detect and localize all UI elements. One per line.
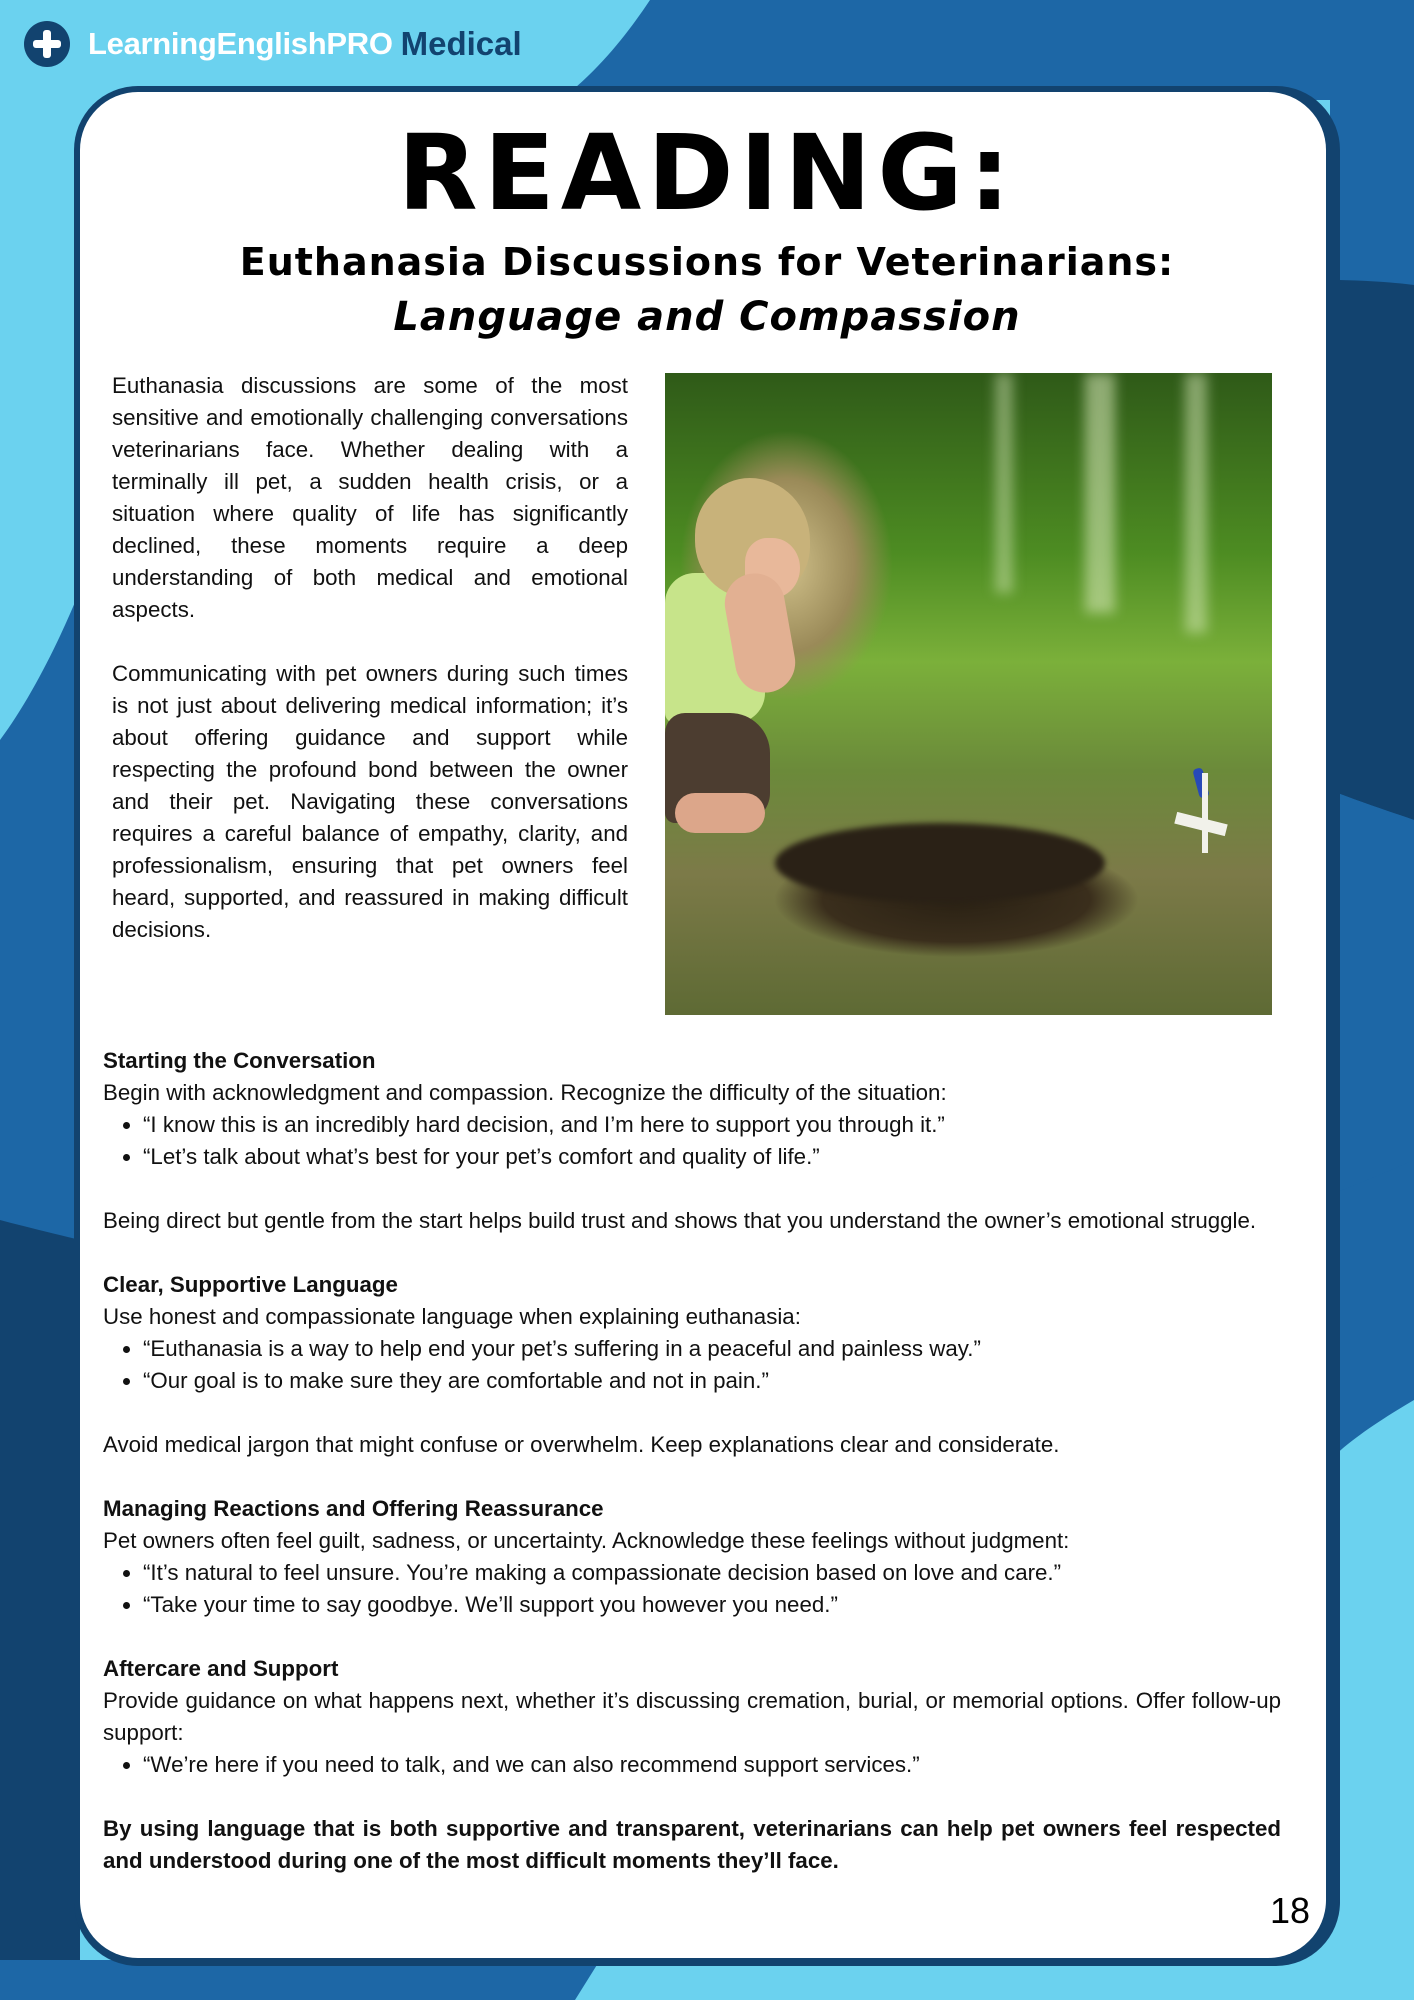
list-item: • “We’re here if you need to talk, and we can also recommend support services.” <box>143 1749 1281 1781</box>
section-lead: Begin with acknowledgment and compassion. Recognize the difficulty of the situation: <box>103 1080 947 1105</box>
section-clear-language <box>103 1269 1281 1461</box>
section-heading: Managing Reactions and Offering Reassurance <box>103 1496 604 1521</box>
section-starting-conversation <box>103 1045 1281 1237</box>
bullet-list <box>103 1749 1281 1781</box>
section-heading: Clear, Supportive Language <box>103 1272 398 1297</box>
intro-text <box>112 370 628 978</box>
list-item: • “Take your time to say goodbye. We’ll support you however you need.” <box>143 1589 1281 1621</box>
article-photo <box>665 373 1272 1015</box>
list-item: • “Euthanasia is a way to help end your pet’s suffering in a peaceful and painless way.” <box>143 1333 1281 1365</box>
section-lead: Provide guidance on what happens next, whether it’s discussing cremation, burial, or memorial options. Offer follow-up support: <box>103 1688 1281 1745</box>
section-lead: Use honest and compassionate language when explaining euthanasia: <box>103 1304 801 1329</box>
section-aftercare <box>103 1653 1281 1781</box>
list-item: • “It’s natural to feel unsure. You’re making a compassionate decision based on love and care.” <box>143 1557 1281 1589</box>
section-heading: Aftercare and Support <box>103 1656 339 1681</box>
section-note: Avoid medical jargon that might confuse or overwhelm. Keep explanations clear and considerate. <box>103 1432 1060 1457</box>
page-title: READING: <box>397 112 1017 234</box>
section-managing-reactions <box>103 1493 1281 1621</box>
article-body <box>103 1045 1281 1877</box>
list-item: • “Our goal is to make sure they are comfortable and not in pain.” <box>143 1365 1281 1397</box>
section-note: Being direct but gentle from the start helps build trust and shows that you understand the owner’s emotional struggle. <box>103 1208 1257 1233</box>
section-lead: Pet owners often feel guilt, sadness, or uncertainty. Acknowledge these feelings without judgment: <box>103 1528 1070 1553</box>
page-number: 18 <box>1270 1890 1311 1931</box>
list-item: • “I know this is an incredibly hard decision, and I’m here to support you through it.” <box>143 1109 1281 1141</box>
bullet-list <box>103 1333 1281 1397</box>
list-item: • “Let’s talk about what’s best for your pet’s comfort and quality of life.” <box>143 1141 1281 1173</box>
brand-header <box>24 20 522 68</box>
bullet-list <box>103 1557 1281 1621</box>
article-title: Euthanasia Discussions for Veterinarians: <box>239 240 1175 284</box>
medical-cross-icon <box>24 21 70 67</box>
article-subtitle: Language and Compassion <box>393 294 1021 340</box>
intro-paragraph: Communicating with pet owners during such times is not just about delivering medical information; it’s about offering guidance and support while respecting the profound bond between the owner and their pet. Navigating these conversations requires a careful balance of empathy, clarity, and professionalism, ensuring that pet owners feel heard, supported, and reassured in making difficult decisions. <box>112 661 628 942</box>
brand-name: LearningEnglishPRO <box>88 26 393 61</box>
intro-paragraph: Euthanasia discussions are some of the most sensitive and emotionally challenging conversations veterinarians face. Whether dealing with a terminally ill pet, a sudden health crisis, or a situation where quality of life has significantly declined, these moments require a deep understanding of both medical and emotional aspects. <box>112 373 628 622</box>
brand-subtitle: Medical <box>400 25 522 62</box>
conclusion-text: By using language that is both supportive and transparent, veterinarians can help pet owners feel respected and understood during one of the most difficult moments they’ll face. <box>103 1816 1281 1873</box>
section-heading: Starting the Conversation <box>103 1048 376 1073</box>
bullet-list <box>103 1109 1281 1173</box>
